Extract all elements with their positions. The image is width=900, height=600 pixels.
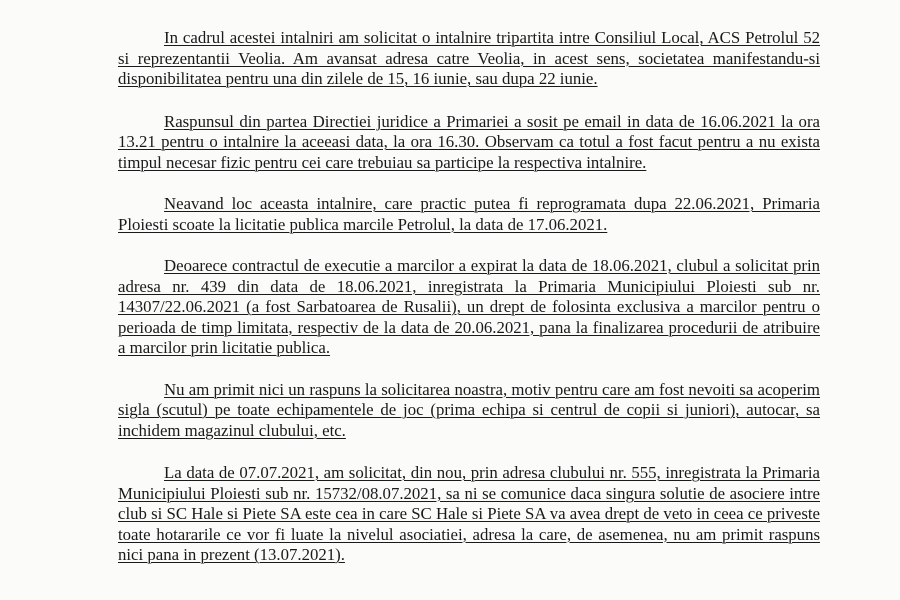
paragraph-text: Deoarece contractul de executie a marcilor a expirat la data de 18.06.2021, clubul a solicitat prin adresa nr. 439 din data de 18.06.2021, inregistrata la Primaria Municipiului Ploiesti sub nr. 14307/22.06.2021 (a fost Sarbatoarea de Rusalii), un drept de folosinta exclusiva a marcilor pentru o perioada de timp limitata, respectiv de la data de 20.06.2021, pana la finalizarea procedurii de atribuire a marcilor prin licitatie publica. bbox=[118, 256, 820, 357]
paragraph-contract-expired bbox=[118, 256, 820, 359]
paragraph-public-auction bbox=[118, 194, 820, 235]
paragraph-legal-response bbox=[118, 112, 820, 174]
paragraph-text: Raspunsul din partea Directiei juridice a Primariei a sosit pe email in data de 16.06.2021 la ora 13.21 pentru o intalnire la aceeasi data, la ora 16.30. Observam ca totul a fost facut pentru a nu exista timpul necesar fizic pentru cei care trebuiau sa participe la respectiva intalnire. bbox=[118, 111, 820, 172]
paragraph-text: Neavand loc aceasta intalnire, care practic putea fi reprogramata dupa 22.06.2021, Primaria Ploiesti scoate la licitatie publica marcile Petrolul, la data de 17.06.2021. bbox=[118, 194, 820, 234]
paragraph-text: Nu am primit nici un raspuns la solicitarea noastra, motiv pentru care am fost nevoiti sa acoperim sigla (scutul) pe toate echipamentele de joc (prima echipa si centrul de copii si juniori), autocar, sa inchidem magazinul clubului, etc. bbox=[118, 379, 820, 440]
paragraph-text: La data de 07.07.2021, am solicitat, din nou, prin adresa clubului nr. 555, inregistrata la Primaria Municipiului Ploiesti sub nr. 15732/08.07.2021, sa ni se comunice daca singura solutie de asociere intre club si SC Hale si Piete SA este cea in care SC Hale si Piete SA va avea drept de veto in ceea ce priveste toate hotararile ce vor fi luate la nivelul asociatiei, adresa la care, de asemenea, nu am primit raspuns nici pana in prezent (13.07.2021). bbox=[118, 463, 820, 564]
paragraph-new-request bbox=[118, 463, 820, 566]
paragraph-no-response bbox=[118, 380, 820, 442]
paragraph-text: In cadrul acestei intalniri am solicitat o intalnire tripartita intre Consiliul Local, ACS Petrolul 52 si reprezentantii Veolia. Am avansat adresa catre Veolia, in acest sens, societatea manifestandu-si disponibilitatea pentru una din zilele de 15, 16 iunie, sau dupa 22 iunie. bbox=[118, 28, 820, 88]
paragraph-tripartite-meeting bbox=[118, 28, 820, 90]
